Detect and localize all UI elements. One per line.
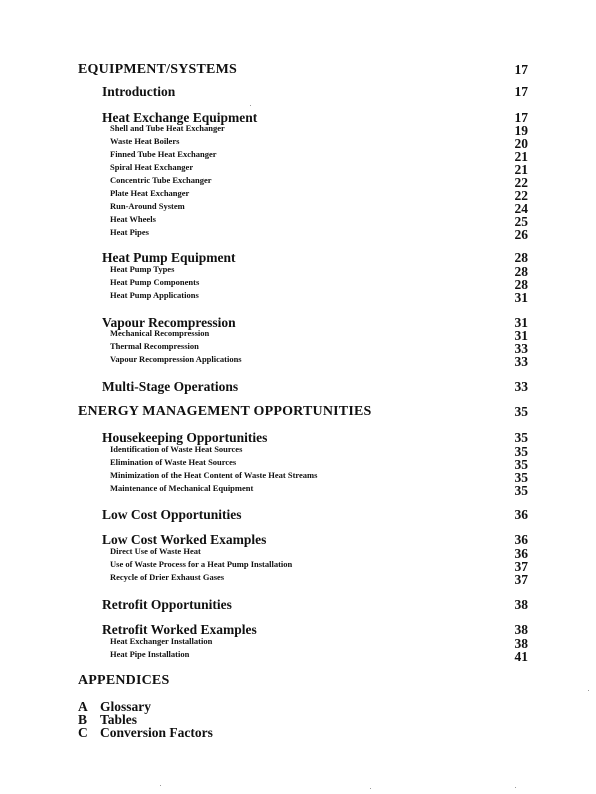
toc-item-label: Shell and Tube Heat Exchanger: [110, 123, 225, 133]
toc-section-label: EQUIPMENT/SYSTEMS: [78, 62, 237, 77]
toc-appendix-label: Tables: [100, 712, 138, 727]
toc-page-number: 22: [514, 175, 528, 190]
toc-page-number: 38: [514, 636, 528, 651]
toc-page-number: 36: [514, 532, 528, 547]
toc-page-number: 28: [514, 277, 528, 292]
scan-speck: [250, 105, 251, 106]
toc-appendix-key: A: [78, 699, 88, 714]
toc-page-number: 17: [514, 62, 528, 77]
toc-item-label: Recycle of Drier Exhaust Gases: [110, 572, 225, 582]
toc-page-number: 28: [514, 250, 528, 265]
toc-subsection-label: Heat Pump Equipment: [102, 250, 236, 265]
toc-page-number: 37: [514, 559, 528, 574]
toc-page-number: 35: [514, 444, 528, 459]
toc-page-number: 33: [514, 341, 528, 356]
toc-item-label: Heat Wheels: [110, 214, 156, 224]
toc-page-number: 31: [514, 315, 528, 330]
toc-page-number: 31: [514, 290, 528, 305]
scan-speck: [160, 785, 161, 786]
toc-appendix-label: Conversion Factors: [100, 725, 213, 740]
toc-page-number: 35: [514, 404, 528, 419]
toc-page-number: 35: [514, 430, 528, 445]
toc-item-label: Heat Pipe Installation: [110, 649, 190, 659]
toc-subsection-label: Heat Exchange Equipment: [102, 110, 258, 125]
toc-page-number: 41: [514, 649, 528, 664]
toc-section-label: APPENDICES: [78, 673, 170, 688]
toc-subsection-label: Low Cost Worked Examples: [102, 532, 267, 547]
toc-item-label: Heat Pump Types: [110, 264, 175, 274]
toc-page-number: 17: [514, 110, 528, 125]
toc-page-number: 33: [514, 379, 528, 394]
toc-subsection-label: Low Cost Opportunities: [102, 507, 242, 522]
toc-page-number: 24: [514, 201, 528, 216]
toc-subsection-label: Vapour Recompression: [102, 315, 236, 330]
scan-speck: [588, 690, 589, 691]
toc-page-number: 38: [514, 622, 528, 637]
toc-item-label: Waste Heat Boilers: [110, 136, 180, 146]
scan-speck: [370, 788, 371, 789]
toc-page-number: 22: [514, 188, 528, 203]
toc-page-number: 36: [514, 546, 528, 561]
toc-page-number: 38: [514, 597, 528, 612]
toc-page-number: 31: [514, 328, 528, 343]
toc-item-label: Spiral Heat Exchanger: [110, 162, 194, 172]
toc-page-number: 35: [514, 457, 528, 472]
toc-page-number: 26: [514, 227, 528, 242]
toc-item-label: Run-Around System: [110, 201, 185, 211]
toc-appendix-key: B: [78, 712, 88, 727]
toc-item-label: Concentric Tube Exchanger: [110, 175, 212, 185]
toc-page-number: 17: [514, 84, 528, 99]
toc-page-number: 35: [514, 483, 528, 498]
toc-item-label: Heat Pump Components: [110, 277, 200, 287]
toc-page-number: 21: [514, 162, 528, 177]
toc-item-label: Use of Waste Process for a Heat Pump Installation: [110, 559, 293, 569]
toc-page-number: 37: [514, 572, 528, 587]
toc-appendix-label: Glossary: [100, 699, 152, 714]
toc-item-label: Heat Exchanger Installation: [110, 636, 213, 646]
toc-page-number: 35: [514, 470, 528, 485]
toc-item-label: Minimization of the Heat Content of Waste Heat Streams: [110, 470, 318, 480]
toc-item-label: Elimination of Waste Heat Sources: [110, 457, 237, 467]
toc-item-label: Heat Pipes: [110, 227, 149, 237]
toc-item-label: Plate Heat Exchanger: [110, 188, 190, 198]
toc-appendix-key: C: [78, 725, 88, 740]
toc-page-number: 20: [514, 136, 528, 151]
toc-page-number: 36: [514, 507, 528, 522]
toc-item-label: Vapour Recompression Applications: [110, 354, 242, 364]
toc-item-label: Identification of Waste Heat Sources: [110, 444, 243, 454]
toc-subsection-label: Multi-Stage Operations: [102, 379, 239, 394]
toc-item-label: Heat Pump Applications: [110, 290, 199, 300]
toc-page-number: 21: [514, 149, 528, 164]
toc-page-number: 33: [514, 354, 528, 369]
toc-subsection-label: Introduction: [102, 84, 176, 99]
scan-speck: [515, 787, 516, 788]
toc-item-label: Maintenance of Mechanical Equipment: [110, 483, 254, 493]
toc-item-label: Thermal Recompression: [110, 341, 199, 351]
toc-subsection-label: Retrofit Worked Examples: [102, 622, 257, 637]
toc-subsection-label: Retrofit Opportunities: [102, 597, 232, 612]
toc-item-label: Finned Tube Heat Exchanger: [110, 149, 217, 159]
toc-page-number: 28: [514, 264, 528, 279]
toc-page-number: 25: [514, 214, 528, 229]
toc-item-label: Mechanical Recompression: [110, 328, 210, 338]
toc-subsection-label: Housekeeping Opportunities: [102, 430, 268, 445]
toc-section-label: ENERGY MANAGEMENT OPPORTUNITIES: [78, 404, 372, 419]
toc-item-label: Direct Use of Waste Heat: [110, 546, 201, 556]
toc-page-number: 19: [514, 123, 528, 138]
